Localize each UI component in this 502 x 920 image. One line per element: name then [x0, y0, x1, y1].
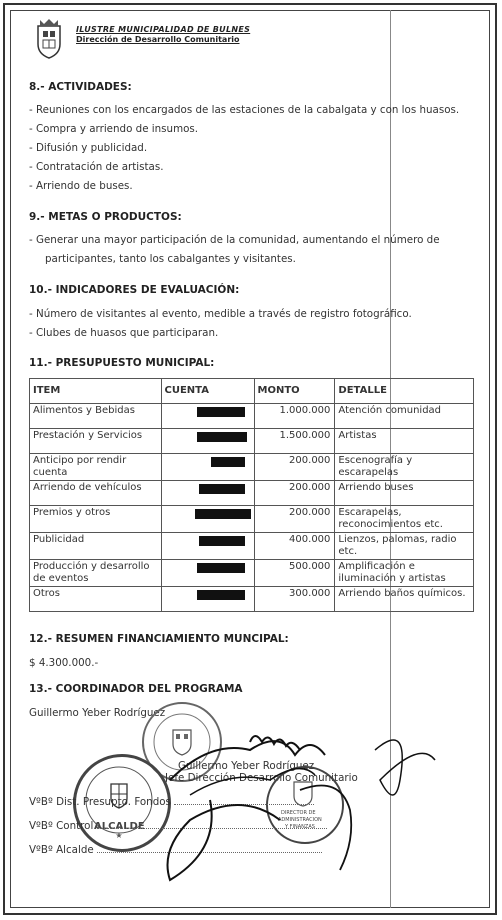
cell-monto: 400.000 [254, 533, 335, 560]
coordinator-title: 13.- COORDINADOR DEL PROGRAMA [29, 683, 243, 695]
cell-item: Prestación y Servicios [30, 429, 162, 454]
cell-detalle: Escarapelas, reconocimientos etc. [335, 506, 474, 533]
table-row [30, 533, 474, 560]
stamp-line: ADMINISTRACION [278, 817, 322, 823]
stamp-line: Y FINANZAS [285, 824, 315, 830]
redaction-bar [197, 407, 245, 417]
budget-table [29, 378, 474, 612]
indicator-item: - Clubes de huasos que participaran. [29, 327, 219, 339]
cell-monto: 200.000 [254, 454, 335, 481]
budget-title: 11.- PRESUPUESTO MUNICIPAL: [29, 357, 215, 369]
redaction-bar [197, 432, 247, 442]
cell-item: Arriendo de vehículos [30, 481, 162, 506]
cell-item: Anticipo por rendir cuenta [30, 454, 162, 481]
activity-item: - Difusión y publicidad. [29, 142, 148, 154]
coordinator-name: Guillermo Yeber Rodríguez [29, 707, 166, 719]
institution-name: ILUSTRE MUNICIPALIDAD DE BULNES [76, 25, 251, 34]
cell-cuenta [161, 506, 254, 533]
cell-item: Otros [30, 587, 162, 612]
activity-item: - Compra y arriendo de insumos. [29, 123, 199, 135]
cell-cuenta [161, 429, 254, 454]
cell-cuenta [161, 481, 254, 506]
table-row [30, 429, 474, 454]
indicator-item: - Número de visitantes al evento, medible a través de registro fotográfico. [29, 308, 412, 320]
handwritten-signatures [150, 720, 480, 890]
municipal-crest-icon [34, 18, 64, 60]
column-header-cuenta: CUENTA [161, 379, 254, 404]
cell-monto: 1.500.000 [254, 429, 335, 454]
cell-monto: 300.000 [254, 587, 335, 612]
cell-detalle: Escenografía y escarapelas [335, 454, 474, 481]
cell-detalle: Lienzos, palomas, radio etc. [335, 533, 474, 560]
redaction-bar [197, 590, 245, 600]
redaction-bar [197, 563, 245, 573]
cell-monto: 1.000.000 [254, 404, 335, 429]
table-row [30, 587, 474, 612]
cell-item: Alimentos y Bebidas [30, 404, 162, 429]
activity-item: - Contratación de artistas. [29, 161, 164, 173]
alcalde-stamp-label: ALCALDE [94, 821, 145, 832]
redaction-bar [211, 457, 245, 467]
redaction-bar [195, 509, 251, 519]
cell-cuenta [161, 454, 254, 481]
cell-detalle: Atención comunidad [335, 404, 474, 429]
cell-monto: 200.000 [254, 506, 335, 533]
cell-cuenta [161, 587, 254, 612]
signer-role: Jefe Dirección Desarrollo Comunitario [165, 772, 358, 784]
indicators-title: 10.- INDICADORES DE EVALUACIÓN: [29, 284, 240, 296]
cell-detalle: Amplificación e iluminación y artistas [335, 560, 474, 587]
department-name: Dirección de Desarrollo Comunitario [76, 35, 240, 44]
cell-monto: 500.000 [254, 560, 335, 587]
table-row [30, 506, 474, 533]
goals-title: 9.- METAS O PRODUCTOS: [29, 211, 182, 223]
column-header-detalle: DETALLE [335, 379, 474, 404]
cell-detalle: Arriendo buses [335, 481, 474, 506]
activities-title: 8.- ACTIVIDADES: [29, 81, 132, 93]
table-row [30, 481, 474, 506]
svg-text:★: ★ [115, 831, 123, 840]
activity-item: - Reuniones con los encargados de las estaciones de la cabalgata y con los huasos. [29, 104, 460, 116]
goals-line: - Generar una mayor participación de la comunidad, aumentando el número de [29, 234, 440, 246]
summary-amount: $ 4.300.000.- [29, 657, 99, 669]
table-row [30, 560, 474, 587]
activity-item: - Arriendo de buses. [29, 180, 133, 192]
approval-label: VºBº Control [29, 820, 94, 832]
cell-cuenta [161, 533, 254, 560]
cell-item: Publicidad [30, 533, 162, 560]
signer-name: Guillermo Yeber Rodríguez [178, 760, 315, 772]
cell-monto: 200.000 [254, 481, 335, 506]
redaction-bar [199, 484, 245, 494]
stamp-line: DIRECTOR DE [281, 810, 316, 816]
table-row [30, 454, 474, 481]
cell-item: Producción y desarrollo de eventos [30, 560, 162, 587]
approval-label: VºBº Dist. Presupto. Fondos [29, 796, 171, 808]
cell-cuenta [161, 560, 254, 587]
summary-title: 12.- RESUMEN FINANCIAMIENTO MUNCIPAL: [29, 633, 289, 645]
goals-line: participantes, tanto los cabalgantes y visitantes. [45, 253, 296, 265]
redaction-bar [199, 536, 245, 546]
cell-cuenta [161, 404, 254, 429]
approval-label: VºBº Alcalde [29, 844, 94, 856]
cell-detalle: Artistas [335, 429, 474, 454]
cell-detalle: Arriendo baños químicos. [335, 587, 474, 612]
column-header-monto: MONTO [254, 379, 335, 404]
table-row [30, 404, 474, 429]
cell-item: Premios y otros [30, 506, 162, 533]
column-header-item: ITEM [30, 379, 162, 404]
